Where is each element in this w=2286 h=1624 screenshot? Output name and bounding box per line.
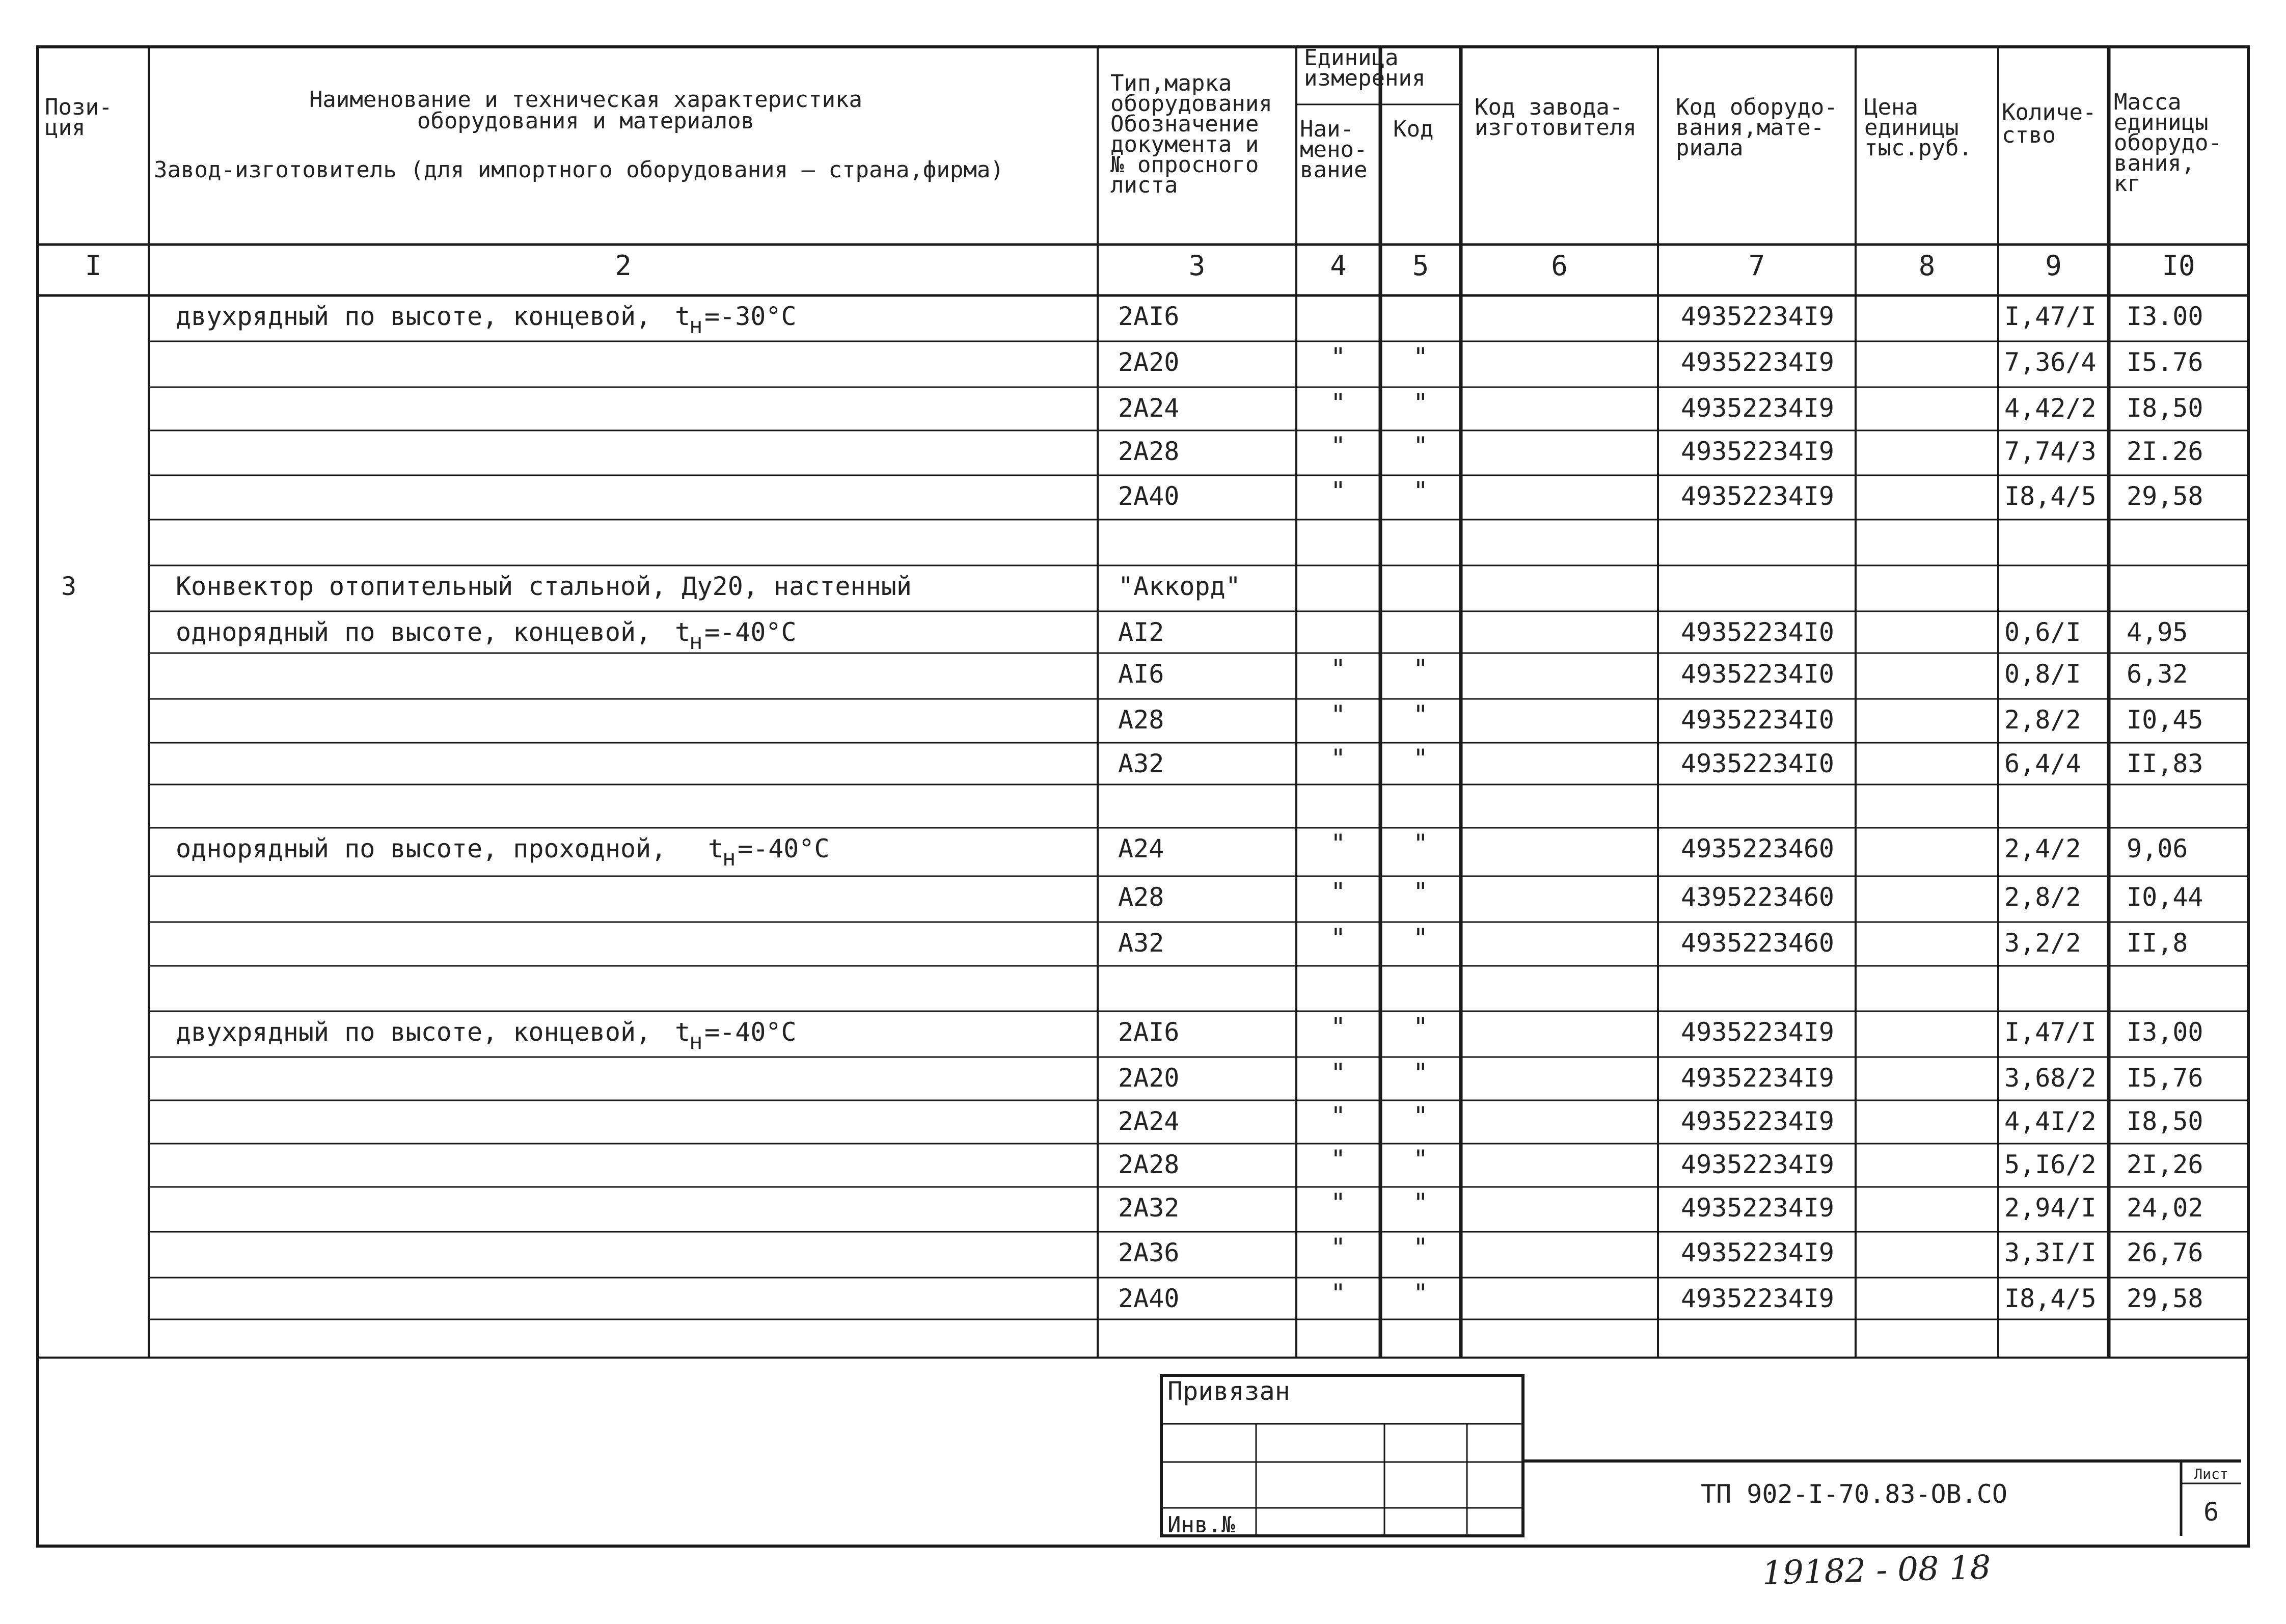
row-unit-name: " — [1330, 1145, 1346, 1174]
header-factory-code: Код завода- — [1475, 94, 1623, 120]
row-quantity: 4,4I/2 — [2004, 1106, 2097, 1136]
row-unit-code: " — [1413, 829, 1429, 858]
row-mass: I0,44 — [2127, 882, 2203, 912]
row-unit-code: " — [1413, 1012, 1429, 1042]
row-unit-code: " — [1413, 342, 1429, 372]
row-quantity: I8,4/5 — [2004, 481, 2097, 511]
temperature-value: =-30°С — [704, 302, 797, 331]
row-name: однорядный по высоте, концевой, — [176, 617, 651, 647]
header-type-mark: Тип,марка — [1110, 70, 1232, 96]
header-type-mark: листа — [1110, 172, 1178, 198]
row-position: 3 — [61, 572, 77, 601]
column-number: 8 — [1918, 250, 1936, 282]
header-unit-name: вание — [1300, 157, 1368, 183]
row-type-mark: А32 — [1118, 749, 1164, 778]
header-material-code: Код оборудо- — [1676, 94, 1838, 120]
row-type-mark: А24 — [1118, 834, 1164, 863]
row-mass: 29,58 — [2127, 1284, 2203, 1313]
row-mass: I8,50 — [2127, 1106, 2203, 1136]
row-unit-name: " — [1330, 388, 1346, 418]
temperature-subscript: н — [722, 845, 736, 871]
row-material-code: 4935223460 — [1681, 834, 1835, 863]
row-mass: 6,32 — [2127, 659, 2188, 689]
row-material-code: 4935223460 — [1681, 928, 1835, 958]
row-material-code: 4395223460 — [1681, 882, 1835, 912]
row-unit-name: " — [1330, 829, 1346, 858]
row-material-code: 49352234I0 — [1681, 705, 1835, 735]
temperature-symbol: t — [708, 834, 724, 863]
row-unit-code: " — [1413, 388, 1429, 418]
row-unit-code: " — [1413, 654, 1429, 684]
inventory-label: Инв.№ — [1167, 1512, 1235, 1538]
row-type-mark: 2А24 — [1118, 393, 1180, 423]
row-unit-name: " — [1330, 744, 1346, 773]
row-unit-code: " — [1413, 923, 1429, 953]
row-type-mark: 2А32 — [1118, 1193, 1180, 1223]
row-material-code: 49352234I9 — [1681, 1284, 1835, 1313]
row-mass: 26,76 — [2127, 1238, 2203, 1267]
row-unit-code: " — [1413, 877, 1429, 907]
row-unit-code: " — [1413, 1058, 1429, 1088]
temperature-symbol: t — [675, 302, 691, 331]
column-number: 3 — [1188, 250, 1206, 282]
row-name: двухрядный по высоте, концевой, — [176, 302, 651, 331]
row-mass: 2I,26 — [2127, 1150, 2203, 1179]
column-number: I — [85, 250, 102, 282]
row-material-code: 49352234I9 — [1681, 1238, 1835, 1267]
row-type-mark: 2А40 — [1118, 1284, 1180, 1313]
sheet-label: Лист — [2194, 1466, 2228, 1482]
header-material-code: риала — [1676, 135, 1744, 161]
row-mass: 29,58 — [2127, 481, 2203, 511]
row-material-code: 49352234I9 — [1681, 1106, 1835, 1136]
row-material-code: 49352234I0 — [1681, 659, 1835, 689]
header-position: ция — [45, 115, 86, 141]
row-type-mark: А28 — [1118, 882, 1164, 912]
row-mass: I5.76 — [2127, 347, 2203, 377]
header-type-mark: документа и — [1110, 131, 1259, 157]
row-material-code: 49352234I9 — [1681, 1017, 1835, 1047]
row-unit-code: " — [1413, 1101, 1429, 1131]
row-type-mark: 2А28 — [1118, 1150, 1180, 1179]
row-unit-name: " — [1330, 1279, 1346, 1308]
row-unit-name: " — [1330, 1012, 1346, 1042]
column-number: I0 — [2162, 250, 2195, 282]
header-quantity: ство — [2002, 122, 2056, 148]
column-number: 5 — [1412, 250, 1429, 282]
row-type-mark: 2А20 — [1118, 347, 1180, 377]
row-quantity: 5,I6/2 — [2004, 1150, 2097, 1179]
row-mass: I0,45 — [2127, 705, 2203, 735]
row-quantity: 2,4/2 — [2004, 834, 2081, 863]
row-type-mark: 2АI6 — [1118, 1017, 1180, 1047]
row-name: двухрядный по высоте, концевой, — [176, 1017, 651, 1047]
row-material-code: 49352234I9 — [1681, 1193, 1835, 1223]
row-mass: I3.00 — [2127, 302, 2203, 331]
temperature-value: =-40°С — [738, 834, 830, 863]
row-mass: I8,50 — [2127, 393, 2203, 423]
row-unit-name: " — [1330, 1188, 1346, 1217]
temperature-value: =-40°С — [704, 617, 797, 647]
row-mass: I5,76 — [2127, 1063, 2203, 1093]
row-type-mark: 2А20 — [1118, 1063, 1180, 1093]
row-quantity: 6,4/4 — [2004, 749, 2081, 778]
row-mass: 9,06 — [2127, 834, 2188, 863]
row-mass: 2I.26 — [2127, 437, 2203, 466]
row-unit-code: " — [1413, 1233, 1429, 1262]
row-material-code: 49352234I9 — [1681, 302, 1835, 331]
header-quantity: Количе- — [2002, 99, 2097, 125]
row-quantity: 0,6/I — [2004, 617, 2081, 647]
row-mass: II,83 — [2127, 749, 2203, 778]
column-number: 6 — [1551, 250, 1568, 282]
row-unit-name: " — [1330, 700, 1346, 729]
temperature-subscript: н — [689, 629, 703, 655]
row-type-mark: 2А36 — [1118, 1238, 1180, 1267]
row-unit-name: " — [1330, 654, 1346, 684]
row-quantity: 2,94/I — [2004, 1193, 2097, 1223]
header-mass: единицы — [2114, 110, 2209, 136]
row-material-code: 49352234I9 — [1681, 481, 1835, 511]
row-unit-code: " — [1413, 1188, 1429, 1217]
row-unit-code: " — [1413, 700, 1429, 729]
header-mass: оборудо- — [2114, 130, 2222, 156]
row-type-mark: 2А28 — [1118, 437, 1180, 466]
row-material-code: 49352234I9 — [1681, 393, 1835, 423]
row-type-mark: 2А24 — [1118, 1106, 1180, 1136]
row-unit-name: " — [1330, 1101, 1346, 1131]
row-quantity: I,47/I — [2004, 1017, 2097, 1047]
header-unit: Единица — [1304, 45, 1399, 71]
header-name-title: Наименование и техническая характеристика — [309, 87, 863, 113]
row-quantity: 3,3I/I — [2004, 1238, 2097, 1267]
row-unit-name: " — [1330, 1058, 1346, 1088]
row-mass: 4,95 — [2127, 617, 2188, 647]
header-mass: Масса — [2114, 89, 2182, 115]
row-material-code: 49352234I9 — [1681, 437, 1835, 466]
row-type-mark: А28 — [1118, 705, 1164, 735]
row-type-mark: АI6 — [1118, 659, 1164, 689]
column-number: 7 — [1748, 250, 1765, 282]
header-type-mark: № опросного — [1110, 152, 1259, 178]
row-quantity: 2,8/2 — [2004, 705, 2081, 735]
row-mass: II,8 — [2127, 928, 2188, 958]
row-type-mark: АI2 — [1118, 617, 1164, 647]
header-unit-name: мено- — [1300, 137, 1368, 163]
row-quantity: 4,42/2 — [2004, 393, 2097, 423]
header-unit-name: Наи- — [1300, 116, 1354, 142]
row-quantity: 3,68/2 — [2004, 1063, 2097, 1093]
binding-label: Привязан — [1167, 1376, 1290, 1406]
row-type-mark: А32 — [1118, 928, 1164, 958]
row-type-mark: 2А40 — [1118, 481, 1180, 511]
row-quantity: 2,8/2 — [2004, 882, 2081, 912]
header-position: Пози- — [45, 94, 113, 120]
header-type-mark: оборудования — [1110, 91, 1272, 117]
header-price: Цена — [1864, 94, 1918, 120]
header-price: тыс.руб. — [1864, 135, 1972, 161]
row-mass: I3,00 — [2127, 1017, 2203, 1047]
header-manufacturer: Завод-изготовитель (для импортного оборудования – страна,фирма) — [154, 157, 1004, 183]
temperature-symbol: t — [675, 1017, 691, 1047]
row-unit-name: " — [1330, 923, 1346, 953]
temperature-symbol: t — [675, 617, 691, 647]
row-material-code: 49352234I0 — [1681, 749, 1835, 778]
row-unit-code: " — [1413, 476, 1429, 506]
document-code: ТП 902-I-70.83-ОВ.СО — [1700, 1479, 2008, 1509]
row-material-code: 49352234I9 — [1681, 1150, 1835, 1179]
header-mass: кг — [2114, 171, 2141, 197]
row-name: однорядный по высоте, проходной, — [176, 834, 667, 863]
header-unit-code: Код — [1393, 116, 1434, 142]
row-unit-code: " — [1413, 1145, 1429, 1174]
row-unit-code: " — [1413, 431, 1429, 461]
sheet-number: 6 — [2203, 1497, 2219, 1527]
header-material-code: вания,мате- — [1676, 115, 1825, 141]
row-type-mark: 2АI6 — [1118, 302, 1180, 331]
header-factory-code: изготовителя — [1475, 115, 1637, 141]
row-unit-code: " — [1413, 1279, 1429, 1308]
column-number: 4 — [1330, 250, 1347, 282]
row-unit-name: " — [1330, 342, 1346, 372]
temperature-subscript: н — [689, 1028, 703, 1054]
row-unit-name: " — [1330, 877, 1346, 907]
header-name-title: оборудования и материалов — [417, 108, 755, 134]
row-quantity: 7,36/4 — [2004, 347, 2097, 377]
row-unit-code: " — [1413, 744, 1429, 773]
temperature-value: =-40°С — [704, 1017, 797, 1047]
row-quantity: 0,8/I — [2004, 659, 2081, 689]
row-material-code: 49352234I9 — [1681, 347, 1835, 377]
row-mass: 24,02 — [2127, 1193, 2203, 1223]
temperature-subscript: н — [689, 313, 703, 339]
column-number: 9 — [2045, 250, 2062, 282]
header-mass: вания, — [2114, 150, 2195, 176]
row-quantity: I8,4/5 — [2004, 1284, 2097, 1313]
row-quantity: 3,2/2 — [2004, 928, 2081, 958]
column-number: 2 — [615, 250, 632, 282]
row-material-code: 49352234I0 — [1681, 617, 1835, 647]
handwritten-note: 19182 - 08 18 — [1761, 1549, 1992, 1592]
row-unit-name: " — [1330, 1233, 1346, 1262]
row-unit-name: " — [1330, 431, 1346, 461]
header-type-mark: Обозначение — [1110, 111, 1259, 137]
row-name: Конвектор отопительный стальной, Ду20, настенный — [176, 572, 912, 601]
row-material-code: 49352234I9 — [1681, 1063, 1835, 1093]
row-unit-name: " — [1330, 476, 1346, 506]
header-unit: измерения — [1304, 65, 1426, 91]
row-quantity: 7,74/3 — [2004, 437, 2097, 466]
row-type-mark: "Аккорд" — [1118, 572, 1241, 601]
row-quantity: I,47/I — [2004, 302, 2097, 331]
header-price: единицы — [1864, 115, 1959, 141]
